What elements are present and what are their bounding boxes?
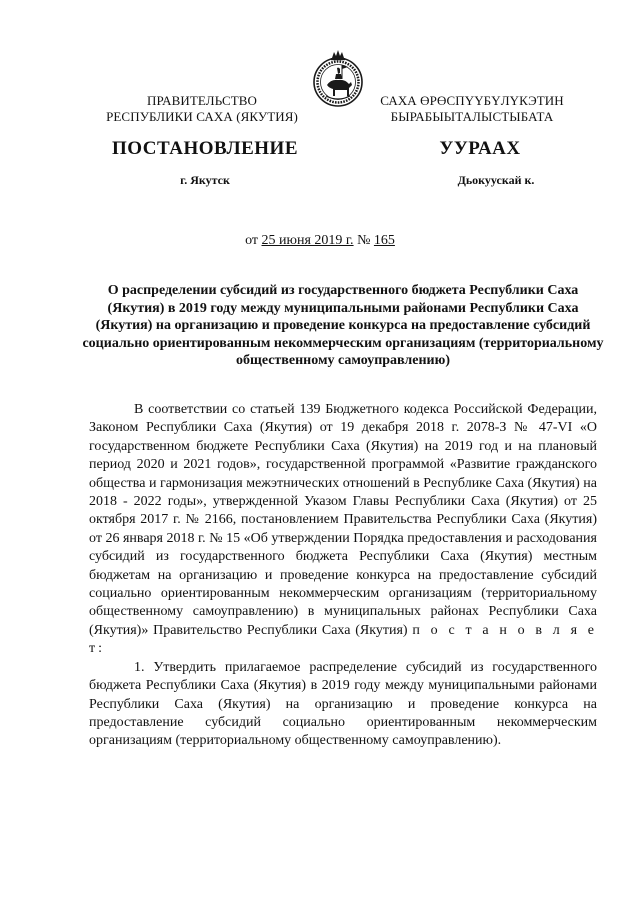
decree-title: О распределении субсидий из государственного бюджета Республики Саха (Якутия) в 2019 году между муниципальными районами Республики Саха (Якутия) на организацию и проведение конкурса на предоставление субсидий социально ориентированным некоммерческим организациям (территориальному общественному самоуправлению)	[82, 283, 604, 368]
city-sakha: Дьокуускай к.	[457, 173, 535, 187]
number-sign: №	[357, 233, 371, 248]
decree-body	[89, 401, 597, 751]
doc-type-sakha: УУРААХ	[439, 138, 521, 159]
doc-type-russian: ПОСТАНОВЛЕНИЕ	[111, 138, 299, 159]
issuer-header-russian	[92, 93, 312, 125]
issuer-line-1: ПРАВИТЕЛЬСТВО	[146, 93, 258, 108]
decree-operative-word: п о с т а н о в л я е т:	[89, 622, 598, 657]
decree-number: 165	[373, 233, 395, 248]
issuer-line-2-sakha: БЫРАБЫЫТАЛЫСТЫБАТА	[390, 109, 554, 124]
decree-date: 25 июня 2019 г.	[261, 233, 354, 248]
decree-date-number	[0, 233, 640, 249]
preamble-text: В соответствии со статьей 139 Бюджетного кодекса Российской Федерации, Законом Республики Саха (Якутия) от 19 декабря 2018 г. 2078-З № 47-VI «О государственном бюджете Республики Саха (Якутия) на 2019 год и на плановый период 2020 и 2021 годов», государственной программой «Развитие гражданского общества и гармонизация межэтнических отношений в Республике Саха (Якутия) на 2018 - 2022 годы», утвержденной Указом Главы Республики Саха (Якутия) от 25 октября 2017 г. № 2166, постановлением Правительства Республики Саха (Якутия) от 26 января 2018 г. № 15 «Об утверждении Порядка предоставления и расходования субсидий из государственного бюджета Республики Саха (Якутия) местным бюджетам на организацию и проведение конкурса на предоставление субсидий социально ориентированным некоммерческим организациям (территориальному общественному самоуправлению) в муниципальных районах Республики Саха (Якутия)» Правительство Республики Саха (Якутия)	[89, 402, 597, 638]
preamble-paragraph	[89, 401, 597, 659]
issuer-line-2: РЕСПУБЛИКИ САХА (ЯКУТИЯ)	[106, 109, 298, 124]
clause-1-paragraph: 1. Утвердить прилагаемое распределение субсидий из государственного бюджета Республики Саха (Якутия) в 2019 году между муниципальными районами Республики Саха (Якутия) на организацию и проведение конкурса на предоставление субсидий социально ориентированным некоммерческим организациям (территориальному общественному самоуправлению).	[89, 659, 597, 749]
issuer-header-sakha	[352, 93, 592, 125]
date-prefix: от	[245, 233, 259, 248]
city-russian: г. Якутск	[180, 173, 230, 187]
issuer-line-1-sakha: САХА ӨРӨСПҮҮБҮЛҮКЭТИН	[380, 93, 564, 108]
